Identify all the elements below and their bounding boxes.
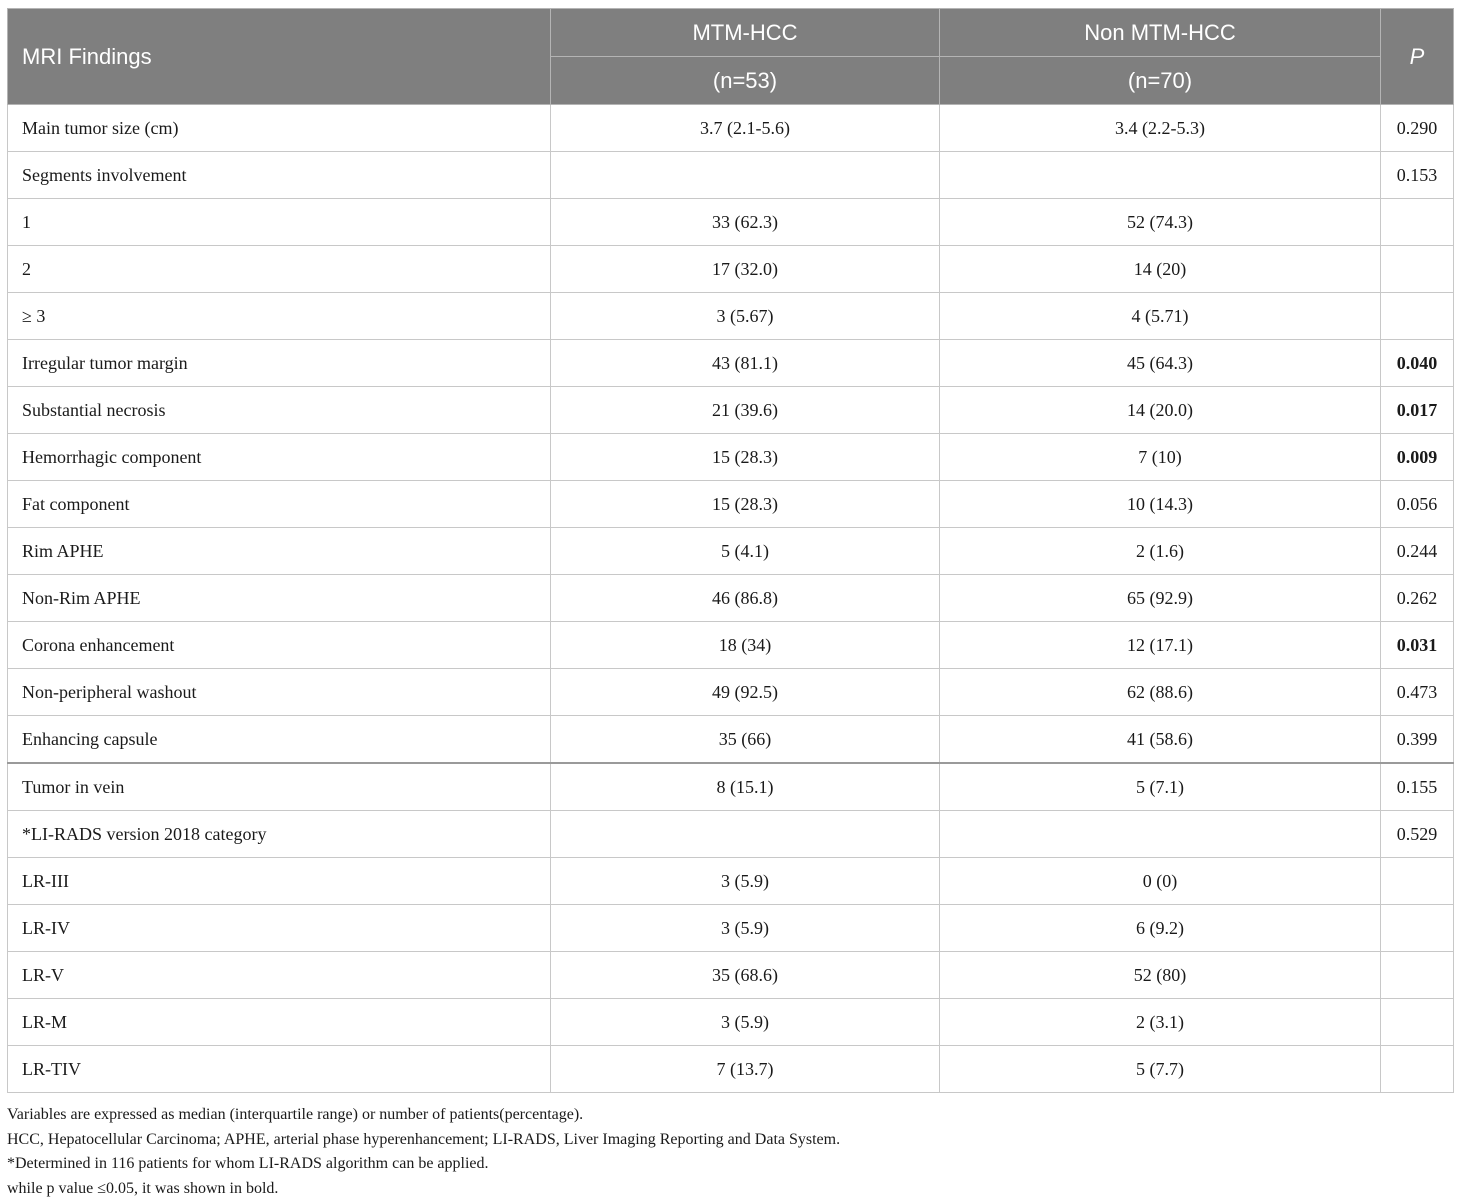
row-mtm-hcc-value: 33 (62.3) [551, 199, 940, 246]
row-mtm-hcc-value: 15 (28.3) [551, 481, 940, 528]
header-mtm-hcc-n: (n=53) [551, 57, 940, 105]
row-label: Substantial necrosis [8, 387, 551, 434]
row-non-mtm-hcc-value: 52 (74.3) [940, 199, 1381, 246]
row-non-mtm-hcc-value: 2 (1.6) [940, 528, 1381, 575]
table-row [8, 763, 1454, 811]
table-row [8, 716, 1454, 764]
footnote-abbreviations: HCC, Hepatocellular Carcinoma; APHE, arterial phase hyperenhancement; LI-RADS, Liver Imaging Reporting and Data System. [7, 1130, 841, 1148]
row-non-mtm-hcc-value: 10 (14.3) [940, 481, 1381, 528]
header-row-1 [8, 9, 1454, 57]
row-p-value: 0.473 [1381, 669, 1454, 716]
row-mtm-hcc-value: 46 (86.8) [551, 575, 940, 622]
footnote-bold: while p value ≤0.05, it was shown in bold. [7, 1179, 279, 1197]
row-non-mtm-hcc-value: 4 (5.71) [940, 293, 1381, 340]
table-row [8, 858, 1454, 905]
row-p-value: 0.056 [1381, 481, 1454, 528]
row-label: LR-TIV [8, 1046, 551, 1093]
table-row [8, 811, 1454, 858]
table-row [8, 246, 1454, 293]
row-p-value [1381, 952, 1454, 999]
row-mtm-hcc-value [551, 811, 940, 858]
table-row [8, 999, 1454, 1046]
row-label: LR-V [8, 952, 551, 999]
footnote-lirads: *Determined in 116 patients for whom LI-RADS algorithm can be applied. [7, 1155, 489, 1172]
row-non-mtm-hcc-value [940, 152, 1381, 199]
row-label: Enhancing capsule [8, 716, 551, 764]
row-p-value: 0.262 [1381, 575, 1454, 622]
mri-findings-table [7, 8, 1454, 1093]
table-body [8, 105, 1454, 1093]
row-p-value [1381, 905, 1454, 952]
table-row [8, 575, 1454, 622]
row-mtm-hcc-value: 17 (32.0) [551, 246, 940, 293]
row-label: ≥ 3 [8, 293, 551, 340]
row-p-value: 0.529 [1381, 811, 1454, 858]
row-non-mtm-hcc-value [940, 811, 1381, 858]
row-mtm-hcc-value: 21 (39.6) [551, 387, 940, 434]
row-mtm-hcc-value: 15 (28.3) [551, 434, 940, 481]
row-mtm-hcc-value: 49 (92.5) [551, 669, 940, 716]
row-p-value: 0.017 [1381, 387, 1454, 434]
row-p-value: 0.244 [1381, 528, 1454, 575]
row-label: Non-Rim APHE [8, 575, 551, 622]
row-non-mtm-hcc-value: 2 (3.1) [940, 999, 1381, 1046]
row-non-mtm-hcc-value: 62 (88.6) [940, 669, 1381, 716]
table-row [8, 952, 1454, 999]
row-mtm-hcc-value: 7 (13.7) [551, 1046, 940, 1093]
row-mtm-hcc-value: 3 (5.9) [551, 905, 940, 952]
row-non-mtm-hcc-value: 3.4 (2.2-5.3) [940, 105, 1381, 152]
row-non-mtm-hcc-value: 41 (58.6) [940, 716, 1381, 764]
row-p-value [1381, 246, 1454, 293]
header-non-mtm-hcc-n: (n=70) [940, 57, 1381, 105]
header-non-mtm-hcc: Non MTM-HCC [940, 9, 1381, 57]
row-label: Segments involvement [8, 152, 551, 199]
table-header [8, 9, 1454, 105]
row-p-value [1381, 293, 1454, 340]
row-non-mtm-hcc-value: 45 (64.3) [940, 340, 1381, 387]
row-mtm-hcc-value: 3 (5.9) [551, 999, 940, 1046]
row-non-mtm-hcc-value: 0 (0) [940, 858, 1381, 905]
row-non-mtm-hcc-value: 5 (7.1) [940, 763, 1381, 811]
row-label: Hemorrhagic component [8, 434, 551, 481]
row-non-mtm-hcc-value: 6 (9.2) [940, 905, 1381, 952]
table-footnotes [7, 1103, 1453, 1201]
table-row [8, 387, 1454, 434]
table-row [8, 1046, 1454, 1093]
header-mri-findings: MRI Findings [8, 9, 551, 105]
table-row [8, 622, 1454, 669]
row-label: *LI-RADS version 2018 category [8, 811, 551, 858]
row-non-mtm-hcc-value: 52 (80) [940, 952, 1381, 999]
table-row [8, 340, 1454, 387]
row-mtm-hcc-value: 43 (81.1) [551, 340, 940, 387]
header-mtm-hcc: MTM-HCC [551, 9, 940, 57]
row-non-mtm-hcc-value: 7 (10) [940, 434, 1381, 481]
row-non-mtm-hcc-value: 5 (7.7) [940, 1046, 1381, 1093]
row-mtm-hcc-value: 8 (15.1) [551, 763, 940, 811]
row-mtm-hcc-value: 35 (68.6) [551, 952, 940, 999]
row-p-value [1381, 199, 1454, 246]
row-p-value: 0.290 [1381, 105, 1454, 152]
table-row [8, 434, 1454, 481]
row-label: 1 [8, 199, 551, 246]
row-label: Irregular tumor margin [8, 340, 551, 387]
row-p-value: 0.155 [1381, 763, 1454, 811]
row-mtm-hcc-value: 35 (66) [551, 716, 940, 764]
row-non-mtm-hcc-value: 65 (92.9) [940, 575, 1381, 622]
table-row [8, 905, 1454, 952]
row-p-value: 0.399 [1381, 716, 1454, 764]
row-label: LR-III [8, 858, 551, 905]
row-p-value: 0.153 [1381, 152, 1454, 199]
row-mtm-hcc-value: 3 (5.9) [551, 858, 940, 905]
header-p-value: P [1381, 9, 1454, 105]
row-p-value [1381, 1046, 1454, 1093]
row-label: LR-IV [8, 905, 551, 952]
table-row [8, 528, 1454, 575]
row-non-mtm-hcc-value: 12 (17.1) [940, 622, 1381, 669]
table-row [8, 199, 1454, 246]
row-label: Fat component [8, 481, 551, 528]
table-row [8, 481, 1454, 528]
row-non-mtm-hcc-value: 14 (20.0) [940, 387, 1381, 434]
table-row [8, 293, 1454, 340]
row-label: Rim APHE [8, 528, 551, 575]
row-p-value: 0.040 [1381, 340, 1454, 387]
table-row [8, 152, 1454, 199]
table-row [8, 669, 1454, 716]
row-p-value [1381, 858, 1454, 905]
row-p-value: 0.031 [1381, 622, 1454, 669]
footnote-variables: Variables are expressed as median (interquartile range) or number of patients(percentage). [7, 1106, 584, 1123]
table-row [8, 105, 1454, 152]
row-label: Main tumor size (cm) [8, 105, 551, 152]
row-label: 2 [8, 246, 551, 293]
row-mtm-hcc-value [551, 152, 940, 199]
row-p-value: 0.009 [1381, 434, 1454, 481]
row-mtm-hcc-value: 5 (4.1) [551, 528, 940, 575]
row-label: Corona enhancement [8, 622, 551, 669]
row-p-value [1381, 999, 1454, 1046]
row-label: Tumor in vein [8, 763, 551, 811]
row-mtm-hcc-value: 3.7 (2.1-5.6) [551, 105, 940, 152]
row-non-mtm-hcc-value: 14 (20) [940, 246, 1381, 293]
row-mtm-hcc-value: 18 (34) [551, 622, 940, 669]
row-label: LR-M [8, 999, 551, 1046]
row-mtm-hcc-value: 3 (5.67) [551, 293, 940, 340]
row-label: Non-peripheral washout [8, 669, 551, 716]
